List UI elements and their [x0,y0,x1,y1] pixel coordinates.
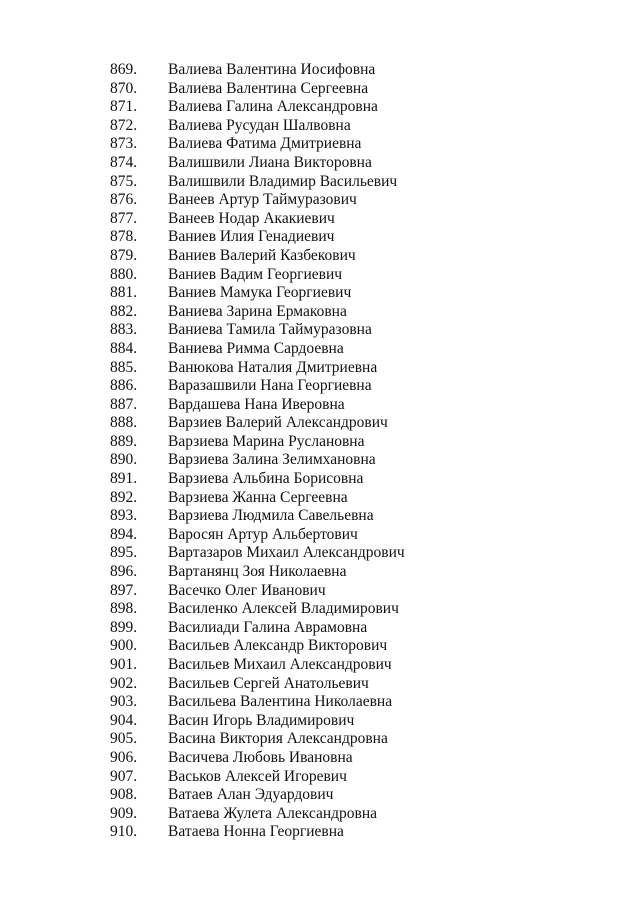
list-item-number: 909. [110,804,138,822]
list-item-number: 883. [110,321,138,339]
list-item-number: 903. [110,693,138,711]
list-item [0,470,640,489]
list-item-name: Ватаева Нонна Георгиевна [168,823,344,841]
list-item-name: Васильев Михаил Александрович [168,656,392,673]
list-item-number: 877. [110,209,138,227]
list-item [0,359,640,378]
list-item [0,117,640,136]
list-item [0,228,640,247]
list-item [0,396,640,415]
list-item-number: 905. [110,730,138,748]
list-item-name: Ватаев Алан Эдуардович [168,786,334,804]
list-item-number: 875. [110,172,138,190]
list-item-name: Ваниева Тамила Таймуразовна [168,321,372,339]
list-item-number: 886. [110,377,138,395]
list-item-number: 897. [110,581,138,599]
list-item-name: Васильева Валентина Николаевна [168,693,393,711]
list-item-number: 881. [110,284,138,302]
list-item-name: Варзиева Залина Зелимхановна [168,451,376,469]
list-item-name: Васильев Сергей Анатольевич [168,674,369,692]
list-item-name: Василенко Алексей Владимирович [168,600,399,618]
list-item-name: Васичева Любовь Ивановна [168,748,353,766]
list-item [0,98,640,117]
list-item-number: 885. [110,358,138,376]
list-item [0,80,640,99]
list-item-name: Ваниев Валерий Казбекович [168,246,356,264]
list-item-number: 891. [110,470,138,488]
list-item [0,712,640,731]
list-item [0,600,640,619]
list-item-number: 910. [110,823,138,841]
list-item-number: 901. [110,656,138,673]
list-item-name: Вардашева Нана Иверовна [168,395,345,413]
list-item-number: 876. [110,191,138,209]
list-item-name: Ваниев Мамука Георгиевич [168,284,352,302]
list-item [0,303,640,322]
list-item-number: 896. [110,563,138,581]
list-item-number: 908. [110,786,138,804]
list-item-number: 872. [110,116,138,134]
list-item [0,656,640,675]
list-item-name: Варосян Артур Альбертович [168,525,358,543]
list-item-name: Варзиева Людмила Савельевна [168,507,374,525]
list-item-number: 884. [110,339,138,357]
list-item-number: 887. [110,395,138,413]
list-item-number: 904. [110,711,138,729]
list-item [0,823,640,842]
list-item-number: 907. [110,767,138,785]
list-item-name: Ваниева Зарина Ермаковна [168,302,347,320]
list-item-name: Валиева Валентина Сергеевна [168,79,369,97]
list-item-name: Ванеев Нодар Акакиевич [168,209,335,227]
list-item-name: Валиева Валентина Иосифовна [168,61,376,78]
list-item [0,507,640,526]
list-item-name: Валиева Фатима Дмитриевна [168,135,362,153]
list-item-name: Ваниев Илия Генадиевич [168,228,335,246]
list-item [0,154,640,173]
list-item-name: Валишвили Владимир Васильевич [168,172,398,190]
list-item-number: 893. [110,507,138,525]
list-item-name: Валиева Русудан Шалвовна [168,116,351,134]
list-item [0,433,640,452]
list-item [0,340,640,359]
list-item-number: 873. [110,135,138,153]
list-item [0,619,640,638]
list-item [0,526,640,545]
list-item-name: Варазашвили Нана Георгиевна [168,377,372,395]
list-item-number: 906. [110,748,138,766]
list-item-number: 894. [110,525,138,543]
list-item-name: Васина Виктория Александровна [168,730,388,748]
list-item-name: Варзиева Марина Руслановна [168,432,365,450]
list-item-name: Валиева Галина Александровна [168,98,378,116]
list-item-number: 898. [110,600,138,618]
list-item [0,693,640,712]
list-item-name: Васин Игорь Владимирович [168,711,355,729]
list-item [0,321,640,340]
list-item-number: 900. [110,637,138,655]
list-item [0,191,640,210]
list-item [0,266,640,285]
list-item [0,247,640,266]
list-item-name: Ванеев Артур Таймуразович [168,191,357,209]
list-item-number: 879. [110,246,138,264]
list-item [0,786,640,805]
list-item-number: 892. [110,488,138,506]
list-item-name: Вартазаров Михаил Александрович [168,544,405,562]
list-item-number: 880. [110,265,138,283]
list-item [0,544,640,563]
list-item-number: 878. [110,228,138,246]
list-item-name: Васьков Алексей Игоревич [168,767,347,785]
list-item-number: 895. [110,544,138,562]
list-item [0,637,640,656]
list-item [0,173,640,192]
list-item [0,730,640,749]
list-item-number: 869. [110,61,138,78]
name-list [0,61,640,842]
list-item-number: 874. [110,153,138,171]
list-item-name: Валишвили Лиана Викторовна [168,153,372,171]
list-item-number: 870. [110,79,138,97]
list-item-name: Варзиева Жанна Сергеевна [168,488,348,506]
list-item-number: 882. [110,302,138,320]
list-item [0,210,640,229]
list-item-name: Васечко Олег Иванович [168,581,326,599]
list-item [0,377,640,396]
list-item-number: 888. [110,414,138,432]
list-item [0,489,640,508]
list-item [0,451,640,470]
list-item [0,805,640,824]
list-item-name: Ваниев Вадим Георгиевич [168,265,343,283]
list-item-number: 889. [110,432,138,450]
list-item-name: Варзиева Альбина Борисовна [168,470,364,488]
list-item [0,675,640,694]
list-item-name: Васильев Александр Викторович [168,637,388,655]
list-item-name: Ватаева Жулета Александровна [168,804,378,822]
list-item-name: Ваниева Римма Сардоевна [168,339,344,357]
list-item [0,414,640,433]
list-item-name: Варзиев Валерий Александрович [168,414,388,432]
list-item-name: Вартанянц Зоя Николаевна [168,563,347,581]
list-item [0,135,640,154]
list-item-name: Ванюкова Наталия Дмитриевна [168,358,378,376]
list-item-number: 890. [110,451,138,469]
list-item [0,61,640,80]
list-item [0,284,640,303]
list-item [0,768,640,787]
list-item-number: 871. [110,98,138,116]
list-item [0,749,640,768]
list-item-number: 899. [110,618,138,636]
list-item-name: Василиади Галина Аврамовна [168,618,368,636]
list-item [0,582,640,601]
list-item [0,563,640,582]
list-item-number: 902. [110,674,138,692]
